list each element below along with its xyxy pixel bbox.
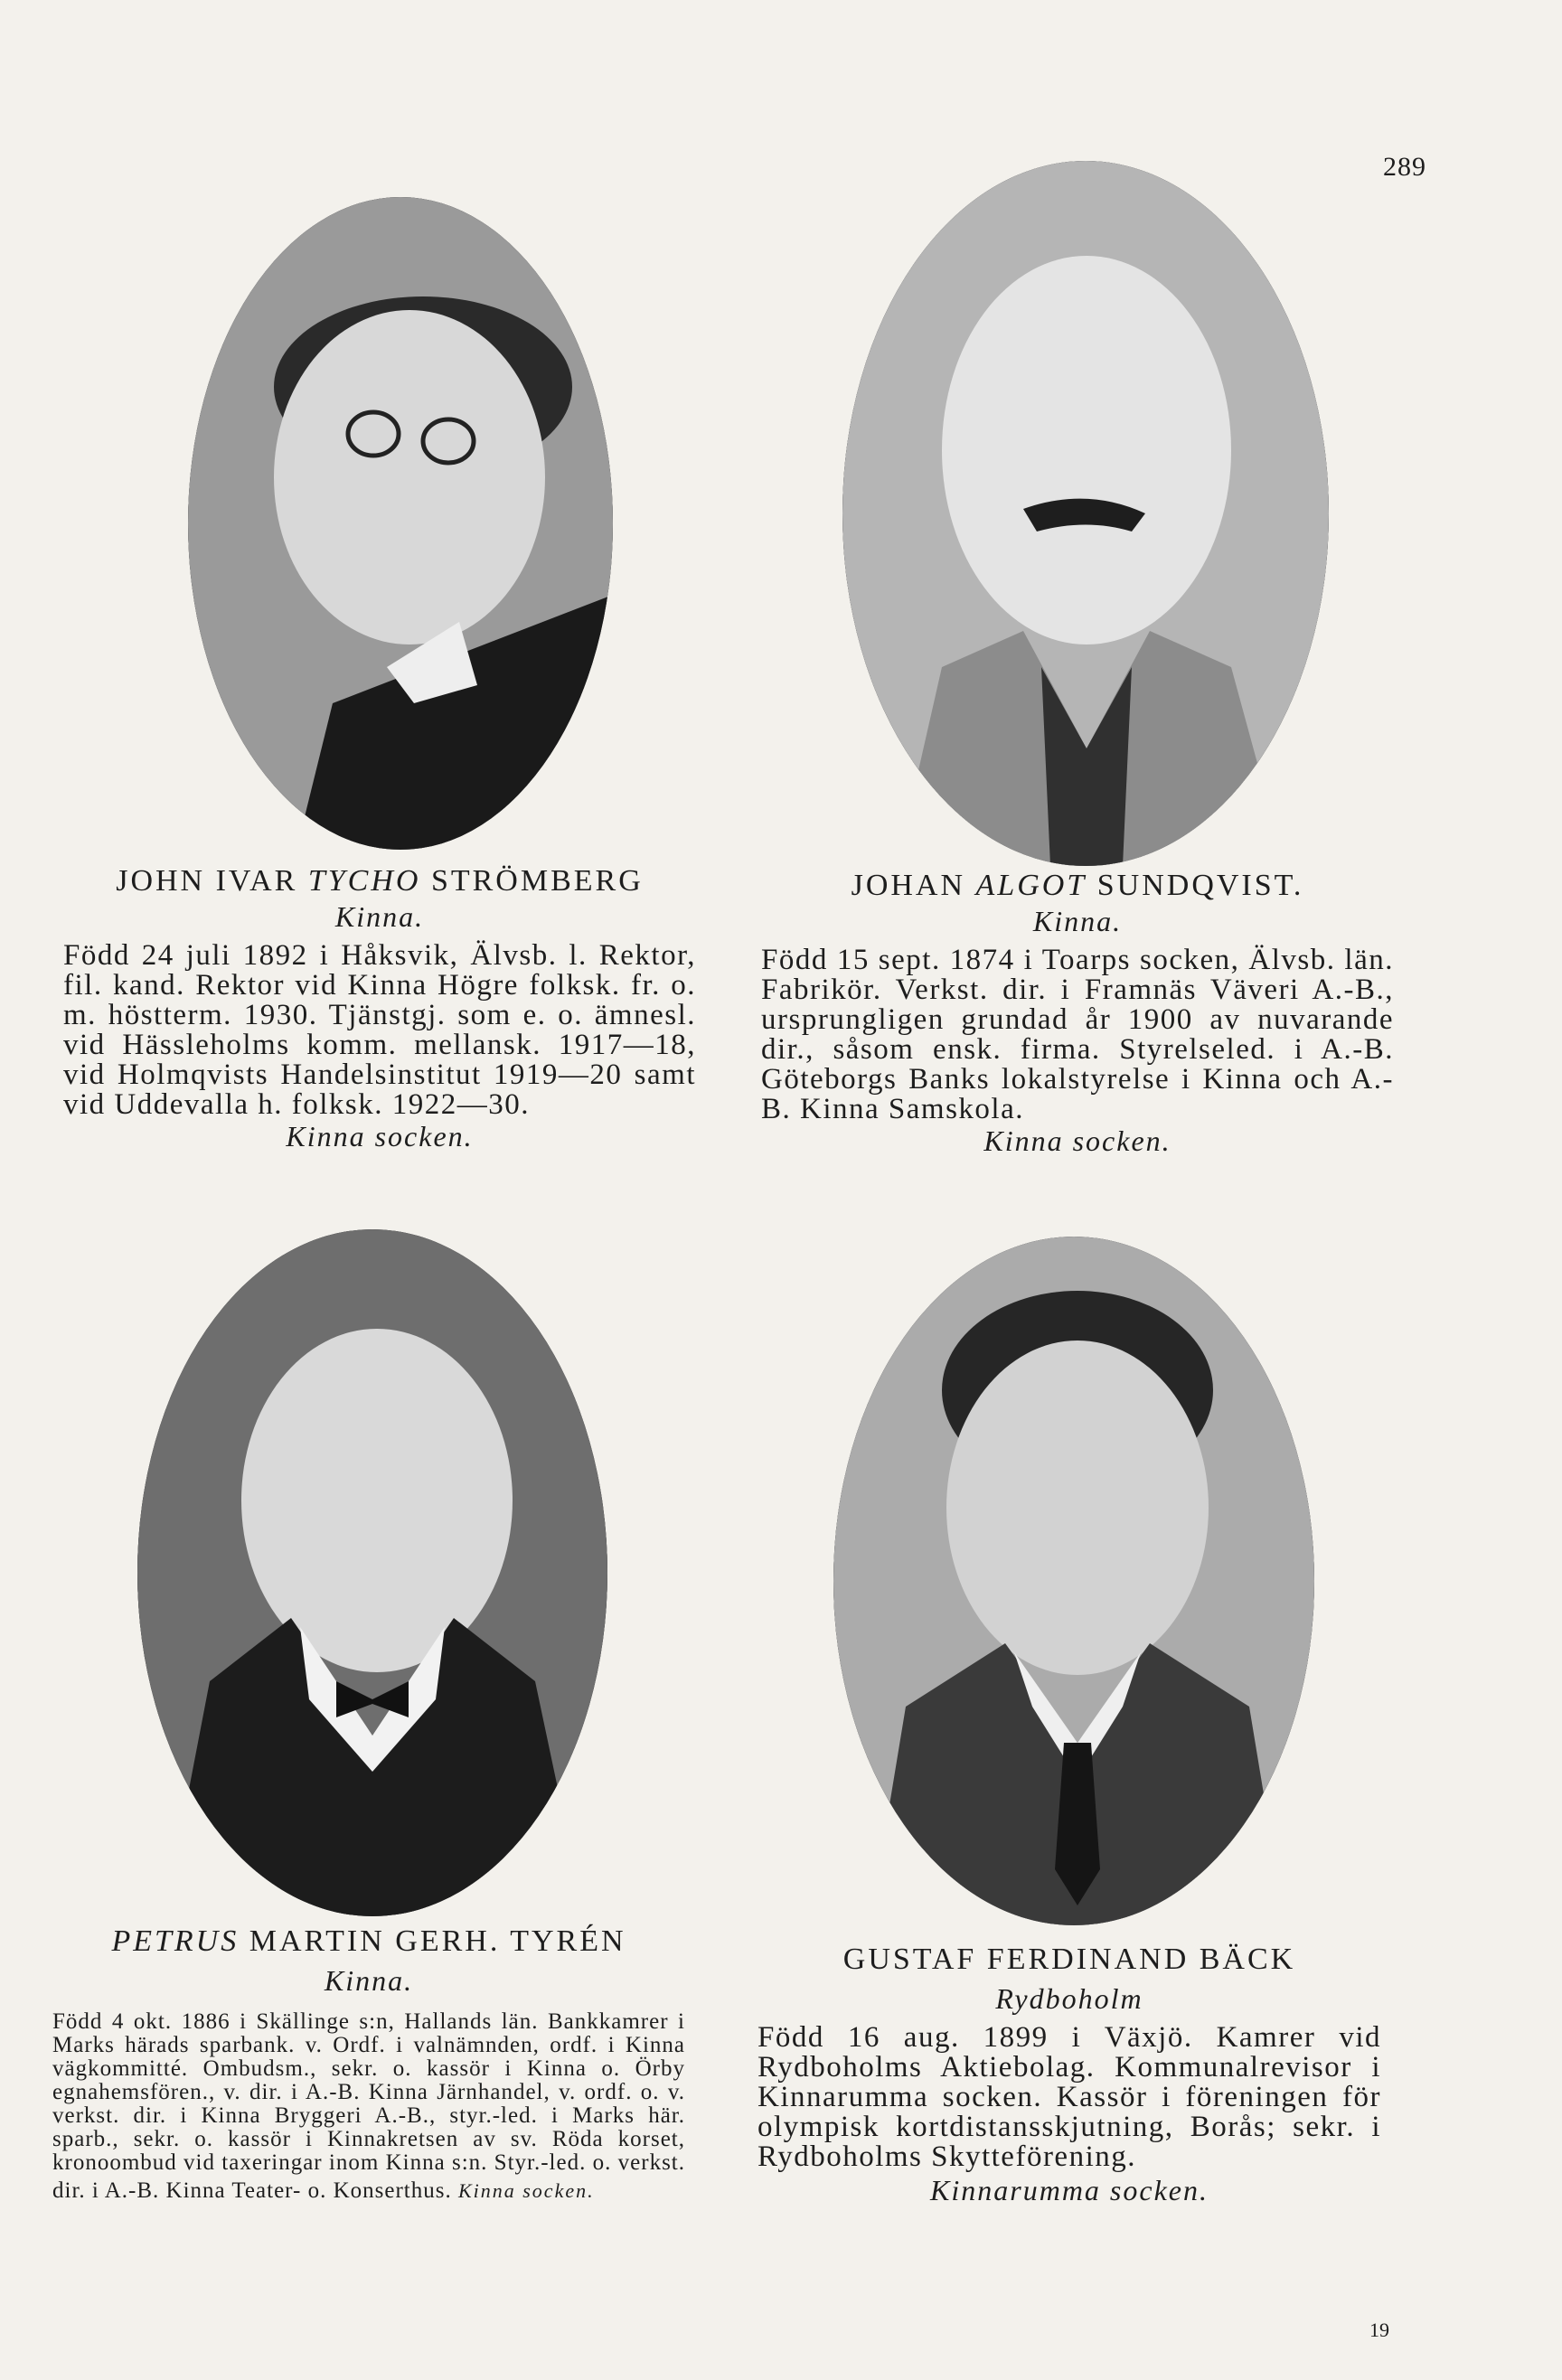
surname: SUNDQVIST. (1096, 869, 1304, 902)
parish: Kinnarumma socken. (930, 2174, 1209, 2206)
given-names: JOHAN (851, 869, 966, 902)
called-name: PETRUS (111, 1924, 240, 1958)
biography: Född 15 sept. 1874 i Toarps socken, Älvsb. län. Fabrikör. Verkst. dir. i Framnäs Väveri A.-B., ursprungligen grundad år 1900 av nuvarande dir., såsom ensk. firma. Styrelseled. i A.-B. Göteborgs Banks lokalstyrelse i Kinna och A.-B. Kinna Samskola. (761, 944, 1394, 1125)
portrait-photo-tyren (137, 1229, 607, 1916)
biography (52, 2010, 685, 2207)
entry-name (52, 1924, 685, 1960)
entry-tyren (52, 1924, 685, 2207)
portrait-photo-sundqvist (842, 161, 1329, 866)
printer-signature: 19 (1369, 2319, 1389, 2341)
entry-back (757, 1942, 1381, 2206)
parish: Kinna socken. (983, 1124, 1172, 1157)
entry-stromberg (63, 863, 696, 1152)
called-name: ALGOT (975, 869, 1087, 902)
residence: Kinna. (334, 900, 425, 933)
biography: Född 16 aug. 1899 i Växjö. Kamrer vid Rydboholms Aktiebolag. Kommunalrevisor i Kinnarumma socken. Kassör i föreningen för olympisk kortdistansskjutning, Borås; sekr. i Rydboholms Skytteförening. (757, 2021, 1381, 2173)
entry-name (761, 868, 1394, 904)
biography: Född 24 juli 1892 i Håksvik, Älvsb. l. Rektor, fil. kand. Rektor vid Kinna Högre folksk. fr. o. m. höstterm. 1930. Tjänstgj. som e. o. ämnesl. vid Hässleholms komm. mellansk. 1917—18, vid Holmqvists Handelsinstitut 1919—20 samt vid Uddevalla h. folksk. 1922—30. (63, 939, 696, 1121)
parish: Kinna socken. (457, 2179, 595, 2202)
biography-text: Född 4 okt. 1886 i Skällinge s:n, Hallands län. Bankkamrer i Marks härads sparbank. v. Ordf. i valnämnden, ordf. i Kinna vägkommitté. Ombudsm., sekr. o. kassör i Kinna o. Örby egnahemsfören., v. dir. i A.-B. Kinna Järnhandel, v. ordf. o. v. verkst. dir. i Kinna Bryggeri A.-B., styr.-led. i Marks här. sparb., sekr. o. kassör i Kinnakretsen av sv. Röda korset, kronoombud vid taxeringar inom Kinna s:n. Styr.-led. o. verkst. dir. i A.-B. Kinna Teater- o. Konserthus. (52, 2009, 685, 2203)
entry-name: GUSTAF FERDINAND BÄCK (842, 1943, 1296, 1976)
residence: Rydboholm (995, 1982, 1143, 2015)
called-name: TYCHO (307, 864, 421, 898)
page-number: 289 (1383, 152, 1426, 182)
residence: Kinna. (1032, 905, 1123, 937)
portrait-photo-back (833, 1237, 1314, 1925)
entry-name (63, 863, 696, 899)
surname: STRÖMBERG (430, 864, 644, 898)
entry-sundqvist (761, 868, 1394, 1157)
portrait-photo-stromberg (188, 197, 613, 850)
parish: Kinna socken. (286, 1120, 474, 1152)
given-names: JOHN IVAR (116, 864, 298, 898)
residence: Kinna. (324, 1964, 414, 1997)
surname: MARTIN GERH. TYRÉN (249, 1924, 626, 1958)
